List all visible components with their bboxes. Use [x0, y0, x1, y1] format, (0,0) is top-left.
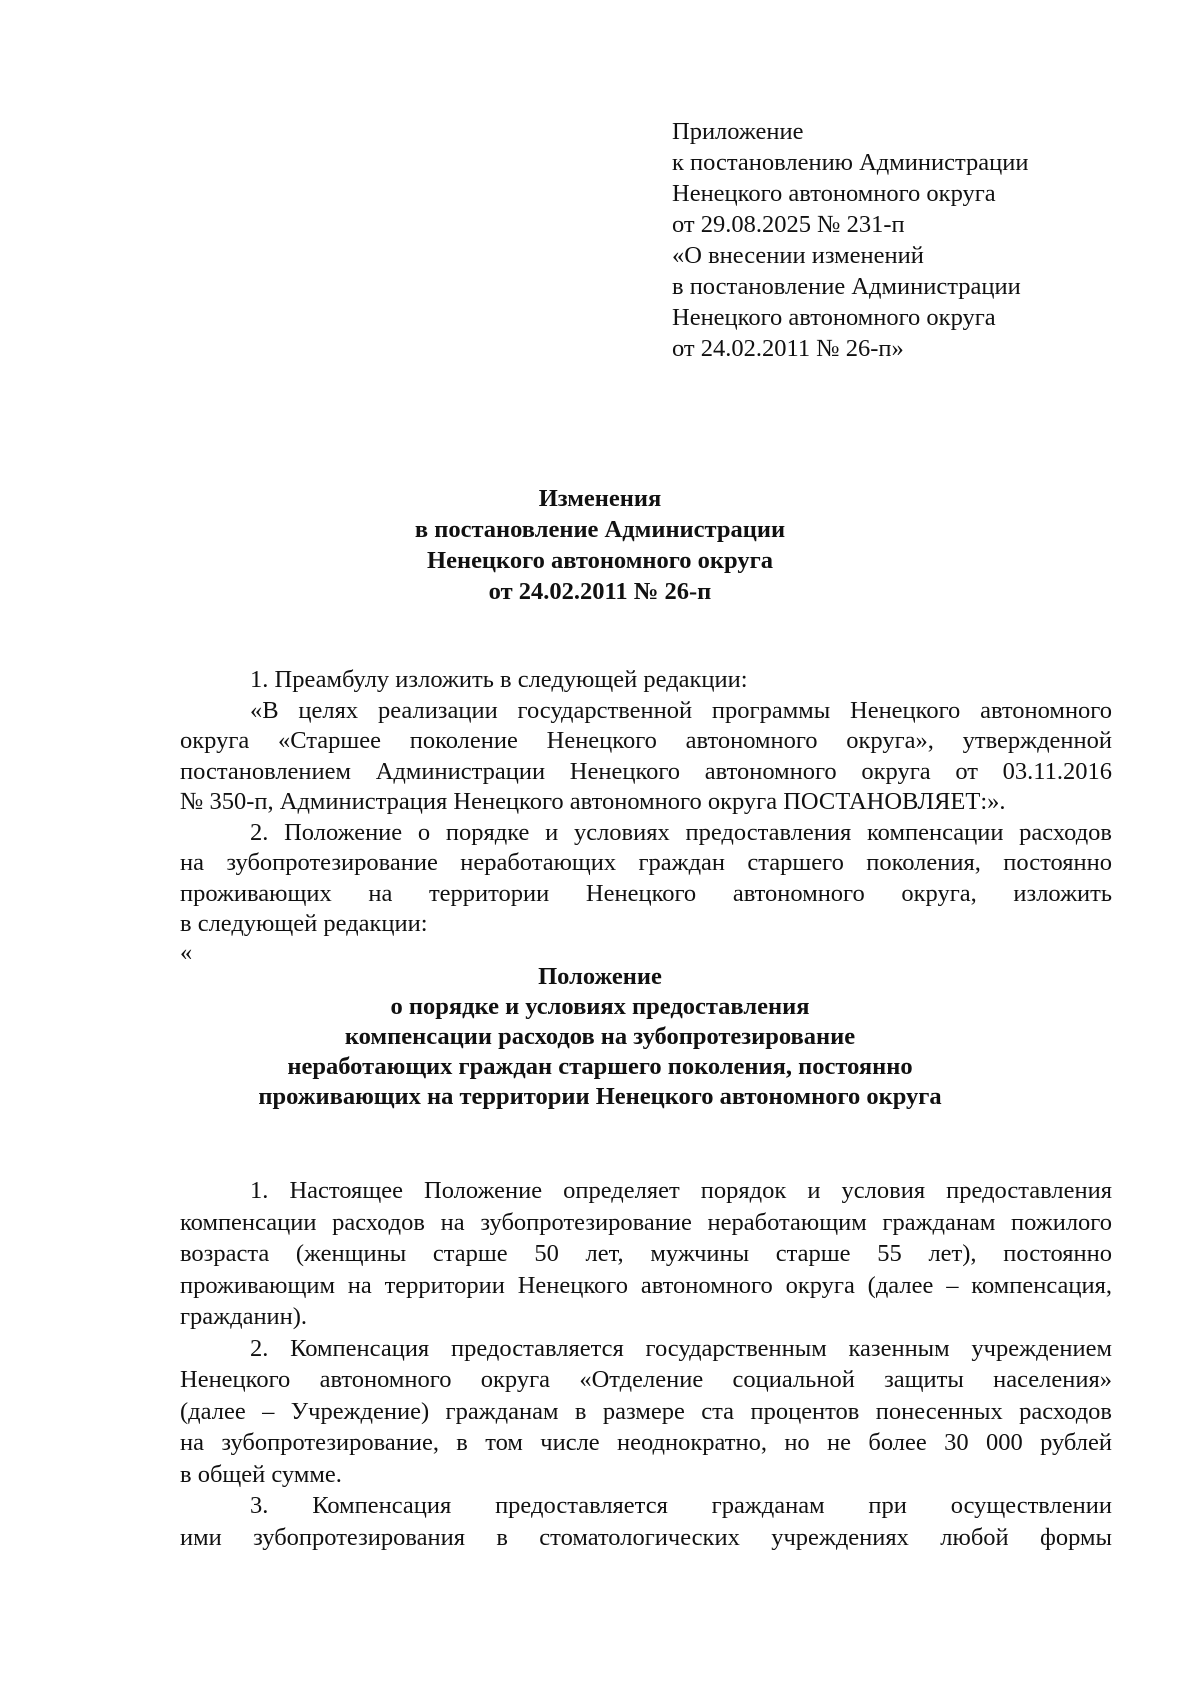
item2-line: 2. Положение о порядке и условиях предоставления компенсации расходов [250, 818, 1112, 846]
para3-line: ими зубопротезирования в стоматологических учреждениях любой формы [180, 1523, 1112, 1551]
appendix-line: Ненецкого автономного округа [672, 304, 996, 331]
position-title-line: проживающих на территории Ненецкого автономного округа [258, 1083, 942, 1110]
para1-line: 1. Настоящее Положение определяет порядок и условия предоставления [250, 1177, 1112, 1204]
title-line: от 24.02.2011 № 26-п [488, 578, 712, 605]
amendments-section [180, 665, 1112, 940]
appendix-line: от 24.02.2011 № 26-п» [672, 335, 904, 362]
appendix-line: Приложение [672, 118, 804, 145]
item2-line: проживающих на территории Ненецкого автономного округа, изложить [180, 879, 1112, 907]
para2-line: 2. Компенсация предоставляется государственным казенным учреждением [250, 1334, 1112, 1362]
item2-line: на зубопротезирование неработающих граждан старшего поколения, постоянно [180, 849, 1112, 876]
appendix-line: к постановлению Администрации [672, 149, 1029, 176]
para2-line: Ненецкого автономного округа «Отделение социальной защиты населения» [180, 1366, 1112, 1393]
preamble-line: постановлением Администрации Ненецкого автономного округа от 03.11.2016 [180, 757, 1112, 785]
item2-line: в следующей редакции: [180, 910, 428, 937]
preamble-line: «В целях реализации государственной программы Ненецкого автономного [250, 696, 1112, 724]
position-title-line: о порядке и условиях предоставления [390, 993, 810, 1020]
title-line: в постановление Администрации [414, 516, 786, 543]
appendix-line: в постановление Администрации [672, 273, 1021, 300]
position-title-line: Положение [538, 963, 662, 990]
appendix-line: Ненецкого автономного округа [672, 180, 996, 207]
item1-heading: 1. Преамбулу изложить в следующей редакции: [250, 666, 748, 693]
para2-line: на зубопротезирование, в том числе неоднократно, но не более 30 000 рублей [180, 1429, 1112, 1456]
document-title [0, 483, 1200, 607]
para1-line: возраста (женщины старше 50 лет, мужчины старше 55 лет), постоянно [180, 1240, 1112, 1267]
preamble-line: округа «Старшее поколение Ненецкого автономного округа», утвержденной [180, 727, 1112, 754]
position-body [180, 1175, 1112, 1553]
para2-line: (далее – Учреждение) гражданам в размере ста процентов понесенных расходов [180, 1397, 1112, 1425]
position-title-line: компенсации расходов на зубопротезирование [344, 1023, 856, 1050]
position-title [0, 962, 1200, 1112]
preamble-line: № 350-п, Администрация Ненецкого автономного округа ПОСТАНОВЛЯЕТ:». [180, 788, 1006, 815]
para1-line: компенсации расходов на зубопротезирование неработающим гражданам пожилого [180, 1208, 1112, 1236]
position-title-line: неработающих граждан старшего поколения, постоянно [287, 1053, 913, 1080]
appendix-header [672, 116, 1028, 364]
appendix-line: от 29.08.2025 № 231-п [672, 211, 905, 238]
para1-line: проживающим на территории Ненецкого автономного округа (далее – компенсация, [180, 1271, 1112, 1299]
appendix-line: «О внесении изменений [672, 242, 924, 269]
title-line: Изменения [538, 485, 662, 512]
title-line: Ненецкого автономного округа [427, 547, 773, 574]
opening-quote: « [180, 939, 193, 966]
para2-line: в общей сумме. [180, 1460, 342, 1488]
para3-line: 3. Компенсация предоставляется гражданам при осуществлении [250, 1492, 1112, 1519]
para1-line: гражданин). [180, 1303, 308, 1330]
